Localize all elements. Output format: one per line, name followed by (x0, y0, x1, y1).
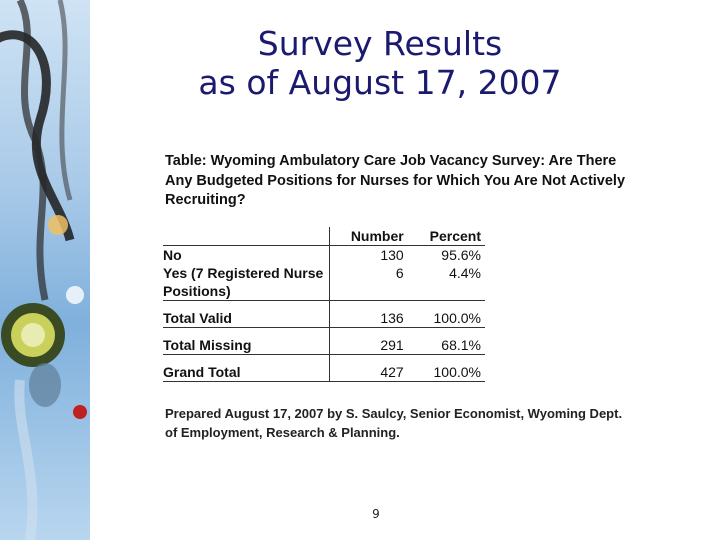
row-percent: 100.0% (410, 355, 485, 382)
row-percent: 68.1% (410, 328, 485, 355)
table-row (163, 328, 485, 355)
row-percent: 4.4% (449, 265, 481, 281)
decorative-side-panel (0, 0, 90, 540)
table-caption: Table: Wyoming Ambulatory Care Job Vacancy Survey: Are There Any Budgeted Positions for Nurses for Which You Are Not Actively Recruiting? (165, 153, 626, 208)
row-label: Total Missing (163, 328, 330, 355)
table-header-row (163, 227, 485, 246)
title-line-1: Survey Results (257, 24, 503, 63)
row-label: No (163, 247, 182, 263)
table-row (163, 301, 485, 328)
title-line-2: as of August 17, 2007 (198, 63, 562, 102)
slide-title (130, 24, 630, 102)
row-percent: 100.0% (410, 301, 485, 328)
row-label: Yes (7 Registered Nurse Positions) (163, 265, 324, 299)
header-label (163, 227, 330, 246)
table-row (163, 246, 485, 301)
row-number: 130 (380, 247, 404, 263)
row-label: Grand Total (163, 355, 330, 382)
header-number: Number (330, 227, 410, 246)
row-number: 6 (395, 265, 404, 281)
header-percent: Percent (410, 227, 485, 246)
row-label: Total Valid (163, 301, 330, 328)
row-percent: 95.6% (441, 247, 481, 263)
row-number: 291 (330, 328, 410, 355)
row-number: 427 (330, 355, 410, 382)
table-row (163, 355, 485, 382)
page-number: 9 (372, 507, 380, 521)
survey-table (163, 227, 485, 382)
row-number: 136 (330, 301, 410, 328)
source-note: Prepared August 17, 2007 by S. Saulcy, Senior Economist, Wyoming Dept. of Employment, Research & Planning. (165, 406, 623, 440)
stethoscope-icon (0, 0, 90, 540)
